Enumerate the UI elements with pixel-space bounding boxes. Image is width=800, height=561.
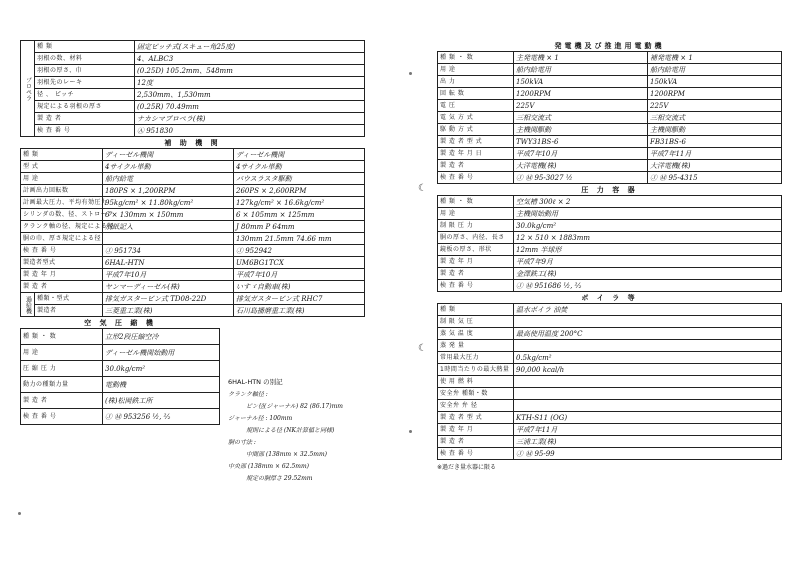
row-label: 製 造 年 月 — [21, 269, 103, 281]
row-label: 常用最大圧力 — [438, 352, 514, 364]
row-label: 種 類 — [35, 41, 135, 53]
propeller-row — [21, 113, 365, 125]
row-label: 種 類 — [21, 149, 103, 161]
generator-row — [438, 172, 782, 184]
row-value-a: 船内給電 — [103, 173, 234, 185]
row-value-b: Ⓙ 952942 — [234, 245, 365, 257]
row-value: 立形2段圧縮空冷 — [103, 329, 220, 345]
row-label: 検 査 番 号 — [21, 245, 103, 257]
generator-row — [438, 148, 782, 160]
row-value-b: 127kg/cm² × 16.6kg/cm² — [234, 197, 365, 209]
generator-row — [438, 76, 782, 88]
crank-note-line: ピン径(ジャーナル) 82 (86.17)mm — [246, 403, 343, 410]
row-label: 製 造 年 月 — [438, 256, 514, 268]
boiler-row — [438, 316, 782, 328]
generator-row — [438, 124, 782, 136]
generator-row — [438, 88, 782, 100]
row-value-b: UM6BG1TCX — [234, 257, 365, 269]
propeller-row — [21, 89, 365, 101]
row-label: 蒸 発 量 — [438, 340, 514, 352]
row-value: 12 × 510 × 1883mm — [514, 232, 782, 244]
row-value-b: 130mm 21.5mm 74.66 mm — [234, 233, 365, 245]
crank-note-line: クランク軸径 : — [228, 391, 268, 398]
pressure-section — [438, 184, 782, 196]
row-value-a: 主発電機 × 1 — [514, 52, 648, 64]
row-label: 用 途 — [438, 64, 514, 76]
generator-table — [437, 40, 782, 184]
row-label: 製 造 者 型 式 — [438, 136, 514, 148]
row-label: 駆 動 方 式 — [438, 124, 514, 136]
row-value-a: 平成7年10月 — [103, 269, 234, 281]
row-label: 電 気 方 式 — [438, 112, 514, 124]
boiler-table — [437, 292, 782, 460]
row-label: 規定による羽根の厚さ — [35, 101, 135, 113]
aux-row — [21, 173, 365, 185]
pressure-vessel-table — [437, 184, 782, 292]
row-label: 検 査 番 号 — [35, 125, 135, 137]
row-value-a: Ⓙ 951734 — [103, 245, 234, 257]
boiler-row — [438, 412, 782, 424]
row-value-b: バウスラスタ駆動 — [234, 173, 365, 185]
row-value: 最高使用温度 200°C — [514, 328, 782, 340]
row-label: 回 転 数 — [438, 88, 514, 100]
row-label: 用 途 — [21, 173, 103, 185]
row-label: 製 造 者 — [438, 268, 514, 280]
row-label: 製 造 者 — [21, 393, 103, 409]
row-value-b: 大洋電機(株) — [648, 160, 782, 172]
row-value-a: 主機関駆動 — [514, 124, 648, 136]
aux-row — [21, 269, 365, 281]
row-value-b: Ⓙ Ⓜ 95-4315 — [648, 172, 782, 184]
row-label: 蒸 気 温 度 — [438, 328, 514, 340]
boiler-row — [438, 376, 782, 388]
scan-dot — [409, 72, 412, 75]
air-row — [21, 329, 220, 345]
row-value — [514, 400, 782, 412]
row-label: 鏡板の厚さ、形状 — [438, 244, 514, 256]
crank-note-line: 中央部 (138mm × 62.5mm) — [228, 463, 310, 470]
row-value: 固定ピッチ式(スキュー角25度) — [135, 41, 365, 53]
row-value: 0.5kg/cm² — [514, 352, 782, 364]
generator-row — [438, 136, 782, 148]
row-label: 電 圧 — [438, 100, 514, 112]
row-value-a: 6HAL-HTN — [103, 257, 234, 269]
scan-dot — [18, 512, 21, 515]
generator-row — [438, 160, 782, 172]
pressure-row — [438, 220, 782, 232]
row-value: 2,530mm、1,530mm — [135, 89, 365, 101]
boiler-section-title: ボ イ ラ 等 — [581, 293, 638, 302]
row-value-a: 4サイクル単動 — [103, 161, 234, 173]
row-label: 圧 縮 圧 力 — [21, 361, 103, 377]
row-value-b: J 80mm P 64mm — [234, 221, 365, 233]
row-label: 種類・型式 — [35, 293, 103, 305]
row-label: 羽根の厚さ、巾 — [35, 65, 135, 77]
row-value: 4、ALBC3 — [135, 53, 365, 65]
row-label: クランク軸の径、規定による径 — [21, 221, 103, 233]
aux-row — [21, 185, 365, 197]
row-label: 出 力 — [438, 76, 514, 88]
row-label: 検 査 番 号 — [438, 172, 514, 184]
air-compressor-table — [20, 317, 220, 425]
row-value: ディーゼル機関始動用 — [103, 345, 220, 361]
propeller-side-label: プロペラ — [21, 41, 35, 137]
row-value: 30.0kg/cm² — [103, 361, 220, 377]
row-value-b: いすゞ自動車(株) — [234, 281, 365, 293]
row-value: 温水ボイラ 油焚 — [514, 304, 782, 316]
row-value-b: 排気ガスタービン式 RHC7 — [234, 293, 365, 305]
aux-row — [21, 161, 365, 173]
row-value-a: Ⓙ Ⓜ 95-3027 ½ — [514, 172, 648, 184]
row-label: 制 限 気 圧 — [438, 316, 514, 328]
row-label: 種 類 ・ 数 — [438, 196, 514, 208]
row-value-b: 225V — [648, 100, 782, 112]
row-value: (株)松岡鉄工所 — [103, 393, 220, 409]
propeller-row — [21, 41, 365, 53]
aux-row — [21, 197, 365, 209]
pressure-row — [438, 256, 782, 268]
propeller-table — [20, 40, 365, 137]
boiler-row — [438, 436, 782, 448]
row-label: 製 造 者 型 式 — [438, 412, 514, 424]
row-label: 1時間当たりの最大熱量 — [438, 364, 514, 376]
row-value-a: 三相交流式 — [514, 112, 648, 124]
pressure-section-title: 圧 力 容 器 — [581, 185, 638, 194]
row-label: 種 類 ・ 数 — [438, 52, 514, 64]
row-value-a: 排気ガスタービン式 TD08-22D — [103, 293, 234, 305]
generator-row — [438, 112, 782, 124]
air-row — [21, 409, 220, 425]
row-value-b: 船内給電用 — [648, 64, 782, 76]
row-label: 動力の種類力量 — [21, 377, 103, 393]
aux-row — [21, 257, 365, 269]
row-label: 検 査 番 号 — [438, 280, 514, 292]
row-label: 使 用 燃 料 — [438, 376, 514, 388]
row-value-a: 180PS × 1,200RPM — [103, 185, 234, 197]
row-value-b: 150kVA — [648, 76, 782, 88]
row-label: 製 造 者 — [35, 113, 135, 125]
row-label: 安全弁 弁 径 — [438, 400, 514, 412]
pressure-row — [438, 244, 782, 256]
pressure-row — [438, 232, 782, 244]
crank-note-line: 胴の寸法 : — [228, 439, 256, 446]
row-label: 種 類 ・ 数 — [21, 329, 103, 345]
row-label: 検 査 番 号 — [438, 448, 514, 460]
propeller-row — [21, 53, 365, 65]
row-label: 製 造 者 — [438, 160, 514, 172]
row-value-a — [103, 233, 234, 245]
row-value: 電動機 — [103, 377, 220, 393]
generator-row — [438, 100, 782, 112]
row-label: 安全弁 種類・数 — [438, 388, 514, 400]
row-value: (0.25D) 105.2mm、548mm — [135, 65, 365, 77]
generator-section-title: 発電機及び推進用電動機 — [554, 41, 665, 50]
row-value-b: 平成7年10月 — [234, 269, 365, 281]
turbo-row — [21, 305, 365, 317]
row-label: 検 査 番 号 — [21, 409, 103, 425]
aux-engine-table — [20, 137, 365, 317]
row-value: 12mm 半球形 — [514, 244, 782, 256]
row-value: Ⓙ Ⓜ 95-99 — [514, 448, 782, 460]
aux-section-title: 補 助 機 関 — [164, 138, 221, 147]
row-value-b: 主機関駆動 — [648, 124, 782, 136]
scan-dot — [409, 430, 412, 433]
row-value: 平成7年11月 — [514, 424, 782, 436]
row-label: 計画出力回転数 — [21, 185, 103, 197]
generator-row — [438, 52, 782, 64]
pressure-row — [438, 196, 782, 208]
row-value-b: ディーゼル機関 — [234, 149, 365, 161]
row-value-b: 6 × 105mm × 125mm — [234, 209, 365, 221]
air-row — [21, 377, 220, 393]
row-value: Ⓙ Ⓜ 953256 ½, ²⁄₂ — [103, 409, 220, 425]
row-value: 平成7年9月 — [514, 256, 782, 268]
footnote: ※過だき量水器に限る — [437, 464, 497, 471]
row-value-a: 大洋電機(株) — [514, 160, 648, 172]
row-label: 型 式 — [21, 161, 103, 173]
pressure-row — [438, 268, 782, 280]
generator-row — [438, 64, 782, 76]
row-value-a: 225V — [514, 100, 648, 112]
boiler-row — [438, 304, 782, 316]
row-label: 径 、 ピッチ — [35, 89, 135, 101]
row-value-a: 三菱重工業(株) — [103, 305, 234, 317]
row-label: 羽根先のレーキ — [35, 77, 135, 89]
boiler-row — [438, 352, 782, 364]
row-label: 製 造 年 月 日 — [438, 148, 514, 160]
row-label: 胴の厚さ、内径、長さ — [438, 232, 514, 244]
row-value-b: 三相交流式 — [648, 112, 782, 124]
row-label: シリンダの数、径、ストローク — [21, 209, 103, 221]
aux-row — [21, 209, 365, 221]
row-value: Ⓙ Ⓜ 951686 ½, ²⁄₂ — [514, 280, 782, 292]
aux-row — [21, 221, 365, 233]
row-value: Ⓐ 951830 — [135, 125, 365, 137]
air-section — [21, 317, 220, 329]
row-label: 胴の巾、厚さ規定による径 — [21, 233, 103, 245]
row-value-a: 平成7年10月 — [514, 148, 648, 160]
crank-note-line: 中間部 (138mm × 32.5mm) — [246, 451, 328, 458]
row-value: 金澤鉄工(株) — [514, 268, 782, 280]
aux-section — [21, 137, 365, 149]
row-value — [514, 376, 782, 388]
aux-row — [21, 149, 365, 161]
aux-row — [21, 245, 365, 257]
boiler-row — [438, 328, 782, 340]
row-value: 空気槽 300ℓ × 2 — [514, 196, 782, 208]
row-value: 30.0kg/cm² — [514, 220, 782, 232]
boiler-row — [438, 388, 782, 400]
row-value-a: 別紙記入 — [103, 221, 234, 233]
crank-note — [228, 377, 368, 485]
propeller-row — [21, 101, 365, 113]
row-value: 12度 — [135, 77, 365, 89]
aux-row — [21, 281, 365, 293]
boiler-row — [438, 364, 782, 376]
crank-note-line: 規則による径 (NK計算値と同様) — [246, 427, 335, 434]
pressure-row — [438, 280, 782, 292]
air-row — [21, 361, 220, 377]
air-row — [21, 345, 220, 361]
crank-note-title: 6HAL-HTN の別記 — [228, 378, 283, 386]
propeller-row — [21, 125, 365, 137]
row-value — [514, 388, 782, 400]
propeller-row — [21, 77, 365, 89]
row-label: 製 造 者 — [21, 281, 103, 293]
row-value-b: 4サイクル単動 — [234, 161, 365, 173]
row-value — [514, 316, 782, 328]
row-label: 計画最大圧力、平均有効圧力 — [21, 197, 103, 209]
row-value-b: 260PS × 2,600RPM — [234, 185, 365, 197]
air-row — [21, 393, 220, 409]
row-value-a: 6 × 130mm × 150mm — [103, 209, 234, 221]
boiler-row — [438, 424, 782, 436]
row-value-a: 95kg/cm² × 11.80kg/cm² — [103, 197, 234, 209]
row-label: 羽根の数、材料 — [35, 53, 135, 65]
row-value-b: 石川島播磨重工業(株) — [234, 305, 365, 317]
boiler-row — [438, 340, 782, 352]
row-value-a: 1200RPM — [514, 88, 648, 100]
boiler-row — [438, 400, 782, 412]
binding-mark-top: ☾ — [418, 183, 427, 194]
row-label: 製造者 — [35, 305, 103, 317]
binding-mark-bottom: ☾ — [418, 343, 427, 354]
generator-section — [438, 40, 782, 52]
air-section-title: 空 気 圧 縮 機 — [84, 318, 156, 327]
crank-note-line: ジャーナル径 : 100mm — [228, 415, 293, 422]
pressure-row — [438, 208, 782, 220]
row-value-a: TWY31BS-6 — [514, 136, 648, 148]
row-value: (0.25R) 70.49mm — [135, 101, 365, 113]
row-label: 製造者型式 — [21, 257, 103, 269]
row-value-a: 150kVA — [514, 76, 648, 88]
aux-row — [21, 233, 365, 245]
row-value-b: 平成7年11月 — [648, 148, 782, 160]
row-value-b: 補発電機 × 1 — [648, 52, 782, 64]
row-label: 制 限 圧 力 — [438, 220, 514, 232]
right-page — [437, 40, 782, 525]
row-value: 主機関始動用 — [514, 208, 782, 220]
row-value: KTH-S11 (OG) — [514, 412, 782, 424]
crank-note-line: 規定の胴厚さ 29.52mm — [246, 475, 313, 482]
row-value-a: 船内給電用 — [514, 64, 648, 76]
row-label: 用 途 — [21, 345, 103, 361]
row-value-a: ヤンマーディーゼル(株) — [103, 281, 234, 293]
row-label: 製 造 者 — [438, 436, 514, 448]
turbo-row — [21, 293, 365, 305]
boiler-section — [438, 292, 782, 304]
row-value-a: ディーゼル機関 — [103, 149, 234, 161]
row-value: 三浦工業(株) — [514, 436, 782, 448]
row-label: 用 途 — [438, 208, 514, 220]
row-value: ナカシマプロペラ(株) — [135, 113, 365, 125]
left-page — [20, 40, 365, 505]
row-label: 種 類 — [438, 304, 514, 316]
row-value: 90,000 kcal/h — [514, 364, 782, 376]
row-value-b: 1200RPM — [648, 88, 782, 100]
boiler-row — [438, 448, 782, 460]
row-label: 製 造 年 月 — [438, 424, 514, 436]
row-value — [514, 340, 782, 352]
turbo-side-label: 過給機 — [21, 293, 35, 317]
row-value-b: FB31BS-6 — [648, 136, 782, 148]
propeller-row — [21, 65, 365, 77]
